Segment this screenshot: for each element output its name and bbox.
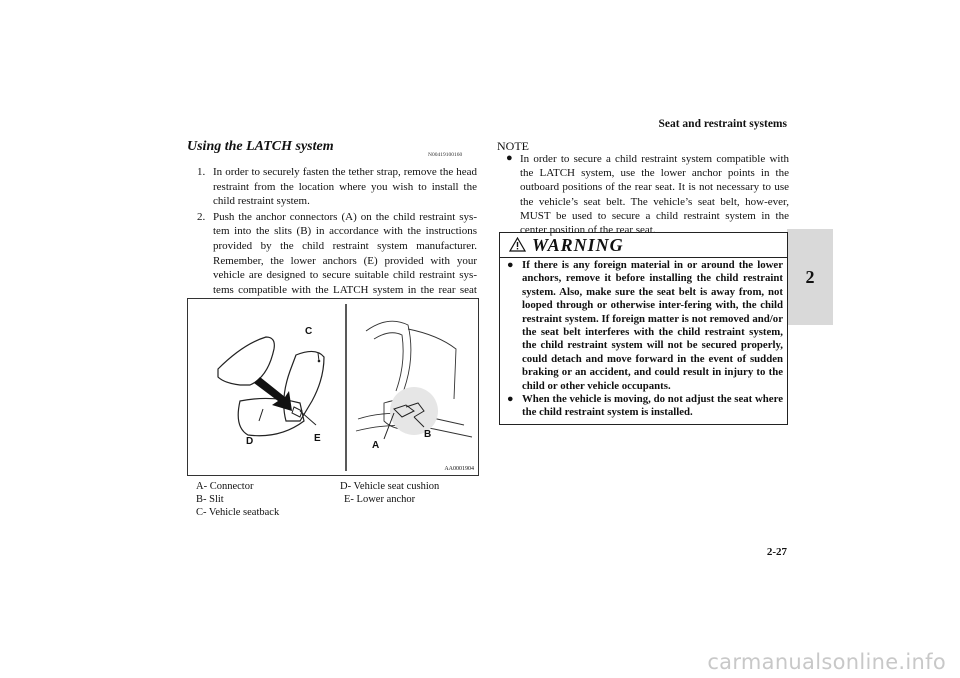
warning-triangle-icon <box>509 237 526 252</box>
warning-list <box>507 259 783 420</box>
callout-a: A <box>372 440 380 451</box>
warning-bullet: ● <box>507 259 514 271</box>
step-text: In order to securely fasten the tether strap, remove the head restraint from the location where you wish to install the child restraint system. <box>213 166 477 208</box>
warning-box <box>499 232 788 425</box>
warning-item <box>507 393 783 420</box>
seat-diagram <box>188 299 478 475</box>
caption-row <box>196 507 439 520</box>
chapter-tab <box>787 229 833 325</box>
chapter-number: 2 <box>805 266 815 287</box>
latch-illustration <box>187 298 479 476</box>
warning-label: WARNING <box>532 235 624 255</box>
callout-b: B <box>424 429 432 440</box>
caption-item: C- Vehicle seatback <box>196 506 280 518</box>
note-text: In order to secure a child restraint system compatible with the LATCH system, use the lower anchor points in the outboard positions of the rear seat. It is not necessary to use the vehicle’s seat belt. The vehicle’s seat belt, how-ever, MUST be used to secure a child restraint system in the center position of the rear seat. <box>520 153 789 237</box>
step-number: 1. <box>197 166 206 178</box>
page-number: 2-27 <box>766 546 787 558</box>
caption-item: A- Connector <box>196 481 254 492</box>
callout-d: D <box>246 436 254 447</box>
caption-row <box>196 481 439 494</box>
instruction-steps <box>197 165 477 312</box>
figure-captions <box>196 481 439 519</box>
caption-row <box>196 494 439 507</box>
figure-code: AA0001904 <box>444 466 474 472</box>
warning-bullet: ● <box>507 393 514 406</box>
section-title: Using the LATCH system <box>187 139 334 154</box>
caption-item: D- Vehicle seat cushion <box>340 481 440 492</box>
warning-header <box>500 233 787 258</box>
seatback-shape <box>218 337 274 385</box>
seat-cushion-shape <box>238 398 304 435</box>
step-item <box>197 210 477 312</box>
running-header: Seat and restraint systems <box>658 118 787 130</box>
warning-text: If there is any foreign material in or around the lower anchors, remove it before installing the child restraint system. Also, make sure the seat belt is away from, not looped through or otherwise inter-fering with, the child restraint system. If foreign matter is not removed and/or the seat belt interferes with the child restraint system, the child restraint system will not be secured properly, could detach and move forward in the event of sudden braking or an accident, and could result in injury to the child or other vehicle occupants. <box>522 259 783 392</box>
caption-item: B- Slit <box>196 493 224 505</box>
note-bullet: ● <box>506 152 513 164</box>
step-text: Push the anchor connectors (A) on the child restraint sys-tem into the slits (B) in accordance with the instructions provided by the child restraint system manufacturer. Remember, the lower anchors (E) provided with your vehicle are designed to secure suitable child restraint sys-tems compatible with the LATCH system in the rear seat <box>213 210 477 296</box>
step-number: 2. <box>197 210 206 223</box>
watermark-text: carmanualsonline.info <box>707 650 946 674</box>
callout-e: E <box>314 433 321 444</box>
warning-item <box>507 259 783 393</box>
warning-text: When the vehicle is moving, do not adjust the seat where the child restraint system is installed. <box>522 393 783 419</box>
step-item <box>197 165 477 209</box>
note-title: NOTE <box>497 139 529 153</box>
callout-c: C <box>305 326 313 337</box>
caption-item: E- Lower anchor <box>344 493 416 505</box>
section-code: N00419100160 <box>428 152 463 158</box>
seatback-right-shape <box>284 351 324 421</box>
